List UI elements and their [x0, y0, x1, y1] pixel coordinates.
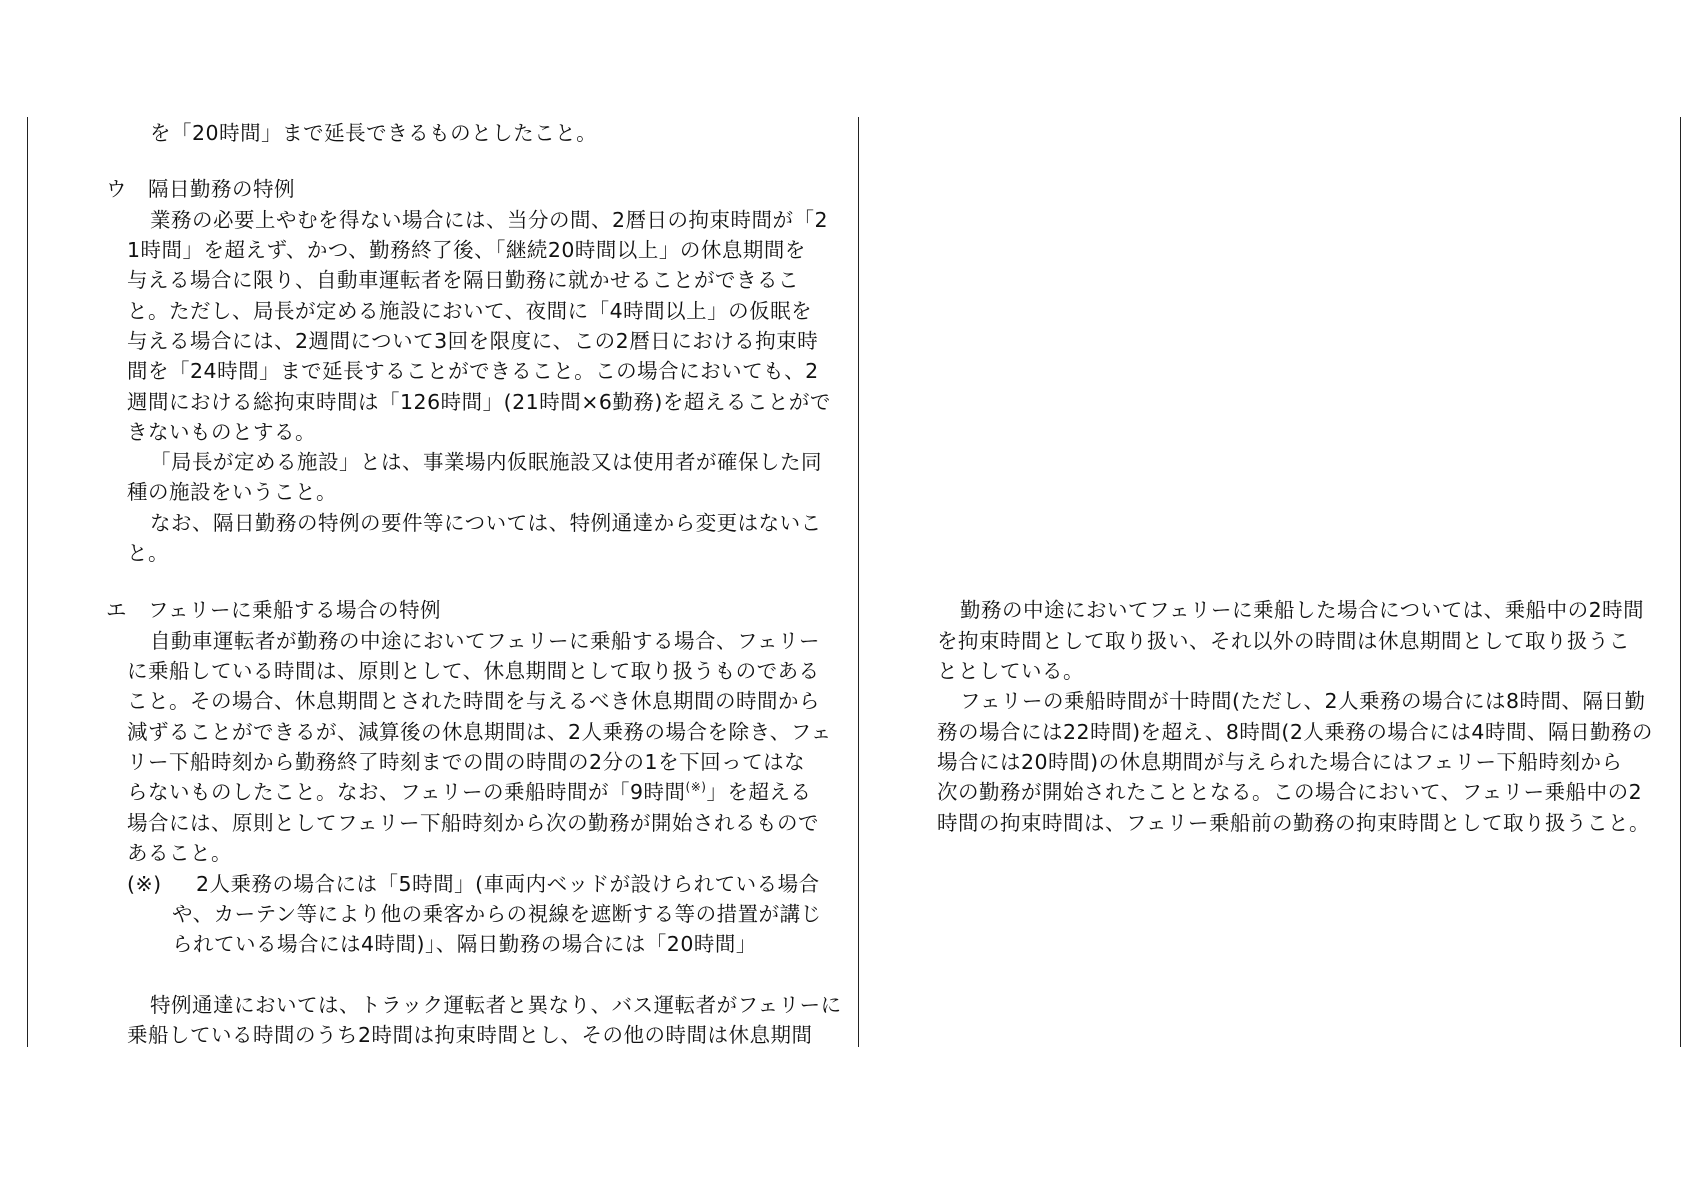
- section-u-p1-line: 業務の必要上やむを得ない場合には、当分の間、2暦日の拘束時間が「2: [150, 208, 829, 232]
- intro-line: を「20時間」まで延長できるものとしたこと。: [150, 121, 598, 145]
- section-u-p1-line: と。ただし、局長が定める施設において、夜間に「4時間以上」の仮眠を: [127, 299, 813, 323]
- section-u-p2-line: 「局長が定める施設」とは、事業場内仮眠施設又は使用者が確保した同: [150, 450, 822, 474]
- section-u-p3-line: と。: [127, 541, 169, 565]
- section-e-p1-text-a: らないものしたこと。なお、フェリーの乗船時間が「9時間: [127, 780, 686, 804]
- section-u-p1-line: 週間における総拘束時間は「126時間」(21時間×6勤務)を超えることがで: [127, 390, 831, 414]
- section-e-p1-line: に乗船している時間は、原則として、休息期間として取り扱うものである: [127, 659, 820, 683]
- right-p2-line: 時間の拘束時間は、フェリー乗船前の勤務の拘束時間として取り扱うこと。: [937, 811, 1650, 835]
- section-e-heading: エ フェリーに乗船する場合の特例: [106, 598, 441, 622]
- section-e-p2-line: 乗船している時間のうち2時間は拘束時間とし、その他の時間は休息期間: [127, 1023, 813, 1047]
- section-e-p1-line: 減ずることができるが、減算後の休息期間は、2人乗務の場合を除き、フェ: [127, 720, 832, 744]
- right-p2-line: 務の場合には22時間)を超え、8時間(2人乗務の場合には4時間、隔日勤務の: [937, 720, 1653, 744]
- section-e-p1-line: 場合には、原則としてフェリー下船時刻から次の勤務が開始されるもので: [127, 811, 819, 835]
- footnote-line: や、カーテン等により他の乗客からの視線を遮断する等の措置が講じ: [172, 902, 822, 926]
- section-u-p1-line: 与える場合には、2週間について3回を限度に、この2暦日における拘束時: [127, 329, 819, 353]
- right-p1-line: 勤務の中途においてフェリーに乗船した場合については、乗船中の2時間: [960, 598, 1645, 622]
- footnote-mark: (※): [127, 872, 162, 896]
- section-e-p1-line: リー下船時刻から勤務終了時刻までの間の時間の2分の1を下回ってはな: [127, 750, 806, 774]
- section-u-p1-line: きないものとする。: [127, 420, 316, 444]
- footnote-line: られている場合には4時間)」、隔日勤務の場合には「20時間」: [172, 932, 757, 956]
- section-e-p1-text-b: 」を超える: [706, 780, 812, 804]
- section-u-p1-line: 1時間」を超えず、かつ、勤務終了後、「継続20時間以上」の休息期間を: [127, 238, 806, 262]
- right-p1-line: ととしている。: [937, 659, 1084, 683]
- section-e-p2-line: 特例通達においては、トラック運転者と異なり、バス運転者がフェリーに: [150, 993, 842, 1017]
- right-p1-line: を拘束時間として取り扱い、それ以外の時間は休息期間として取り扱うこ: [937, 629, 1630, 653]
- section-u-p1-line: 間を「24時間」まで延長することができること。この場合においても、2: [127, 359, 819, 383]
- section-u-heading: ウ 隔日勤務の特例: [106, 177, 295, 201]
- footnote-line: 2人乗務の場合には「5時間」(車両内ベッドが設けられている場合: [196, 872, 820, 896]
- right-p2-line: フェリーの乗船時間が十時間(ただし、2人乗務の場合には8時間、隔日勤: [960, 689, 1646, 713]
- section-e-p1-line: 自動車運転者が勤務の中途においてフェリーに乗船する場合、フェリー: [150, 629, 820, 653]
- section-e-p1-line: あること。: [127, 841, 232, 865]
- section-u-p2-line: 種の施設をいうこと。: [127, 480, 337, 504]
- footnote-ref-mark: (※): [685, 780, 707, 794]
- section-e-p1-line: こと。その場合、休息期間とされた時間を与えるべき休息期間の時間から: [127, 689, 820, 713]
- right-p2-line: 場合には20時間)の休息期間が与えられた場合にはフェリー下船時刻から: [937, 750, 1623, 774]
- section-u-p1-line: 与える場合に限り、自動車運転者を隔日勤務に就かせることができるこ: [127, 268, 799, 292]
- section-u-p3-line: なお、隔日勤務の特例の要件等については、特例通達から変更はないこ: [150, 511, 822, 535]
- right-p2-line: 次の勤務が開始されたこととなる。この場合において、フェリー乗船中の2: [937, 780, 1643, 804]
